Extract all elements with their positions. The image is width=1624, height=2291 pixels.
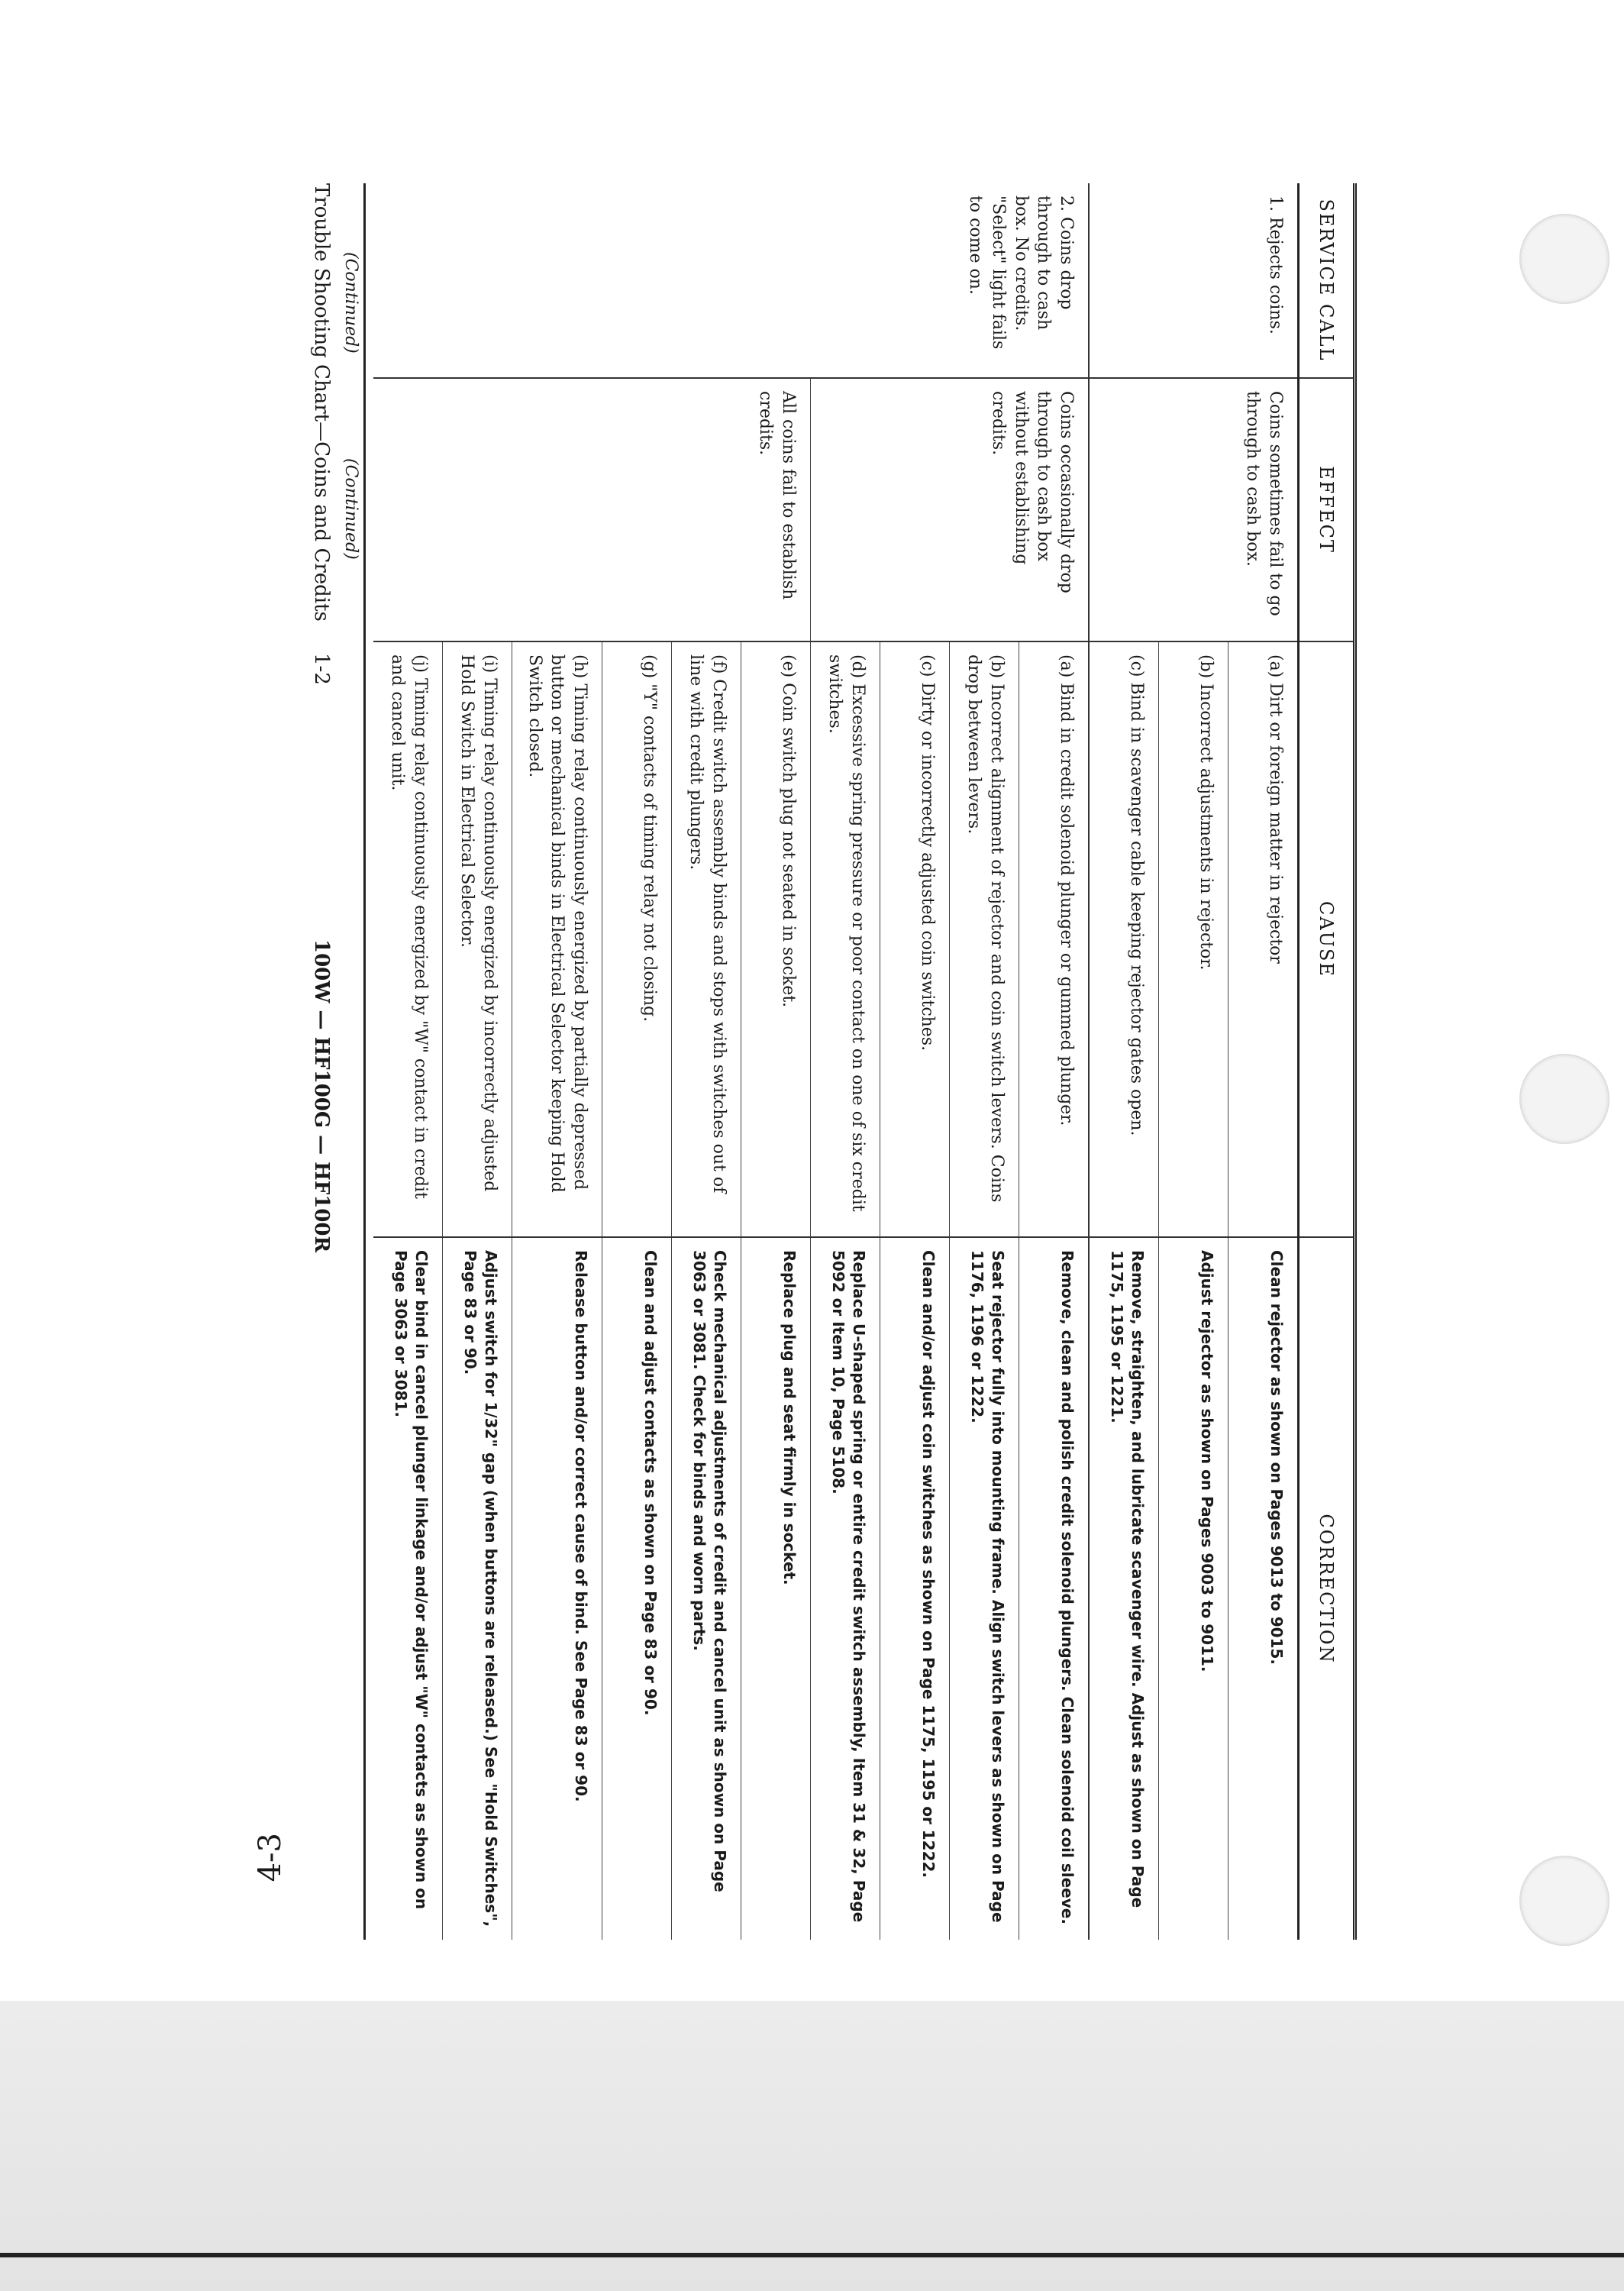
service-call-cell: 2. Coins drop through to cash box. No credits. "Select" light fails to come on. — [373, 183, 1089, 378]
cause-cell: (i) Timing relay continuously energized by incorrectly adjusted Hold Switch in Electrical Selector. — [442, 641, 512, 1237]
cause-cell: (f) Credit switch assembly binds and stops with switches out of line with credit plungers. — [672, 641, 741, 1237]
page-edge-line — [0, 2253, 1624, 2257]
correction-cell: Remove, straighten, and lubricate scavenger wire. Adjust as shown on Page 1175, 1195 or 1221. — [1089, 1237, 1159, 1940]
cause-cell: (j) Timing relay continuously energized by "W" contact in credit and cancel unit. — [373, 641, 443, 1237]
cause-cell: (a) Bind in credit solenoid plunger or gummed plunger. — [1019, 641, 1090, 1237]
cause-cell: (g) "Y" contacts of timing relay not closing. — [602, 641, 672, 1237]
cause-cell: (b) Incorrect alignment of rejector and coin switch levers. Coins drop between levers. — [950, 641, 1019, 1237]
cause-cell: (b) Incorrect adjustments in rejector. — [1159, 641, 1228, 1237]
correction-cell: Clear bind in cancel plunger linkage and/or adjust "W" contacts as shown on Page 3063 or 3081. — [391, 1250, 431, 1910]
table-row — [1019, 183, 1090, 1940]
cause-cell: (a) Dirt or foreign matter in rejector — [1228, 641, 1299, 1237]
correction-cell: Replace plug and seat firmly in socket. — [741, 1237, 811, 1940]
page-number: 4-3 — [253, 1833, 288, 1882]
effect-cell: Coins sometimes fail to go through to cash box. — [1089, 378, 1299, 641]
chart-number: 1-2 — [310, 653, 333, 685]
continued-label-left: (Continued) — [341, 252, 360, 354]
rotated-page — [173, 0, 1624, 2062]
continued-label-mid: (Continued) — [341, 458, 360, 560]
correction-cell: Clean and adjust contacts as shown on Page 83 or 90. — [602, 1237, 672, 1940]
cause-cell: (c) Bind in scavenger cable keeping rejector gates open. — [1089, 641, 1159, 1237]
header-effect: EFFECT — [1299, 378, 1355, 641]
table-row — [1228, 183, 1299, 1940]
effect-cell: All coins fail to establish credits. — [373, 378, 811, 641]
header-correction: CORRECTION — [1299, 1237, 1355, 1940]
header-service-call: SERVICE CALL — [1299, 183, 1355, 378]
chart-title: Trouble Shooting Chart—Coins and Credits — [310, 183, 333, 622]
correction-cell: Release button and/or correct cause of bind. See Page 83 or 90. — [512, 1237, 602, 1940]
cause-cell: (h) Timing relay continuously energized by partially depressed button or mechanical binds in Electrical Selector keeping Hold Switch closed. — [512, 641, 602, 1237]
service-call-cell: 1. Rejects coins. — [1089, 183, 1299, 378]
model-list: 100W — HF100G — HF100R — [310, 939, 333, 1253]
table-header — [1299, 183, 1355, 1940]
effect-cell: Coins occasionally drop through to cash box without establishing credits. — [811, 378, 1090, 641]
correction-cell: Clean rejector as shown on Pages 9013 to 9015. — [1228, 1237, 1299, 1940]
header-cause: CAUSE — [1299, 641, 1355, 1237]
trouble-shooting-table — [373, 183, 1357, 1940]
cause-cell: (e) Coin switch plug not seated in socket. — [741, 641, 811, 1237]
correction-cell: Adjust switch for 1/32" gap (when buttons are released.) See "Hold Switches", Page 83 or 90. — [442, 1237, 512, 1940]
table-row — [741, 183, 811, 1940]
correction-cell: Check mechanical adjustments of credit and cancel unit as shown on Page 3063 or 3081. Check for binds and worn parts. — [672, 1237, 741, 1940]
correction-cell: Seat rejector fully into mounting frame. Align switch levers as shown on Page 1176, 1196 or 1222. — [950, 1237, 1019, 1940]
correction-cell: Replace U-shaped spring or entire credit switch assembly, Item 31 & 32, Page 5092 or Item 10, Page 5108. — [811, 1237, 880, 1940]
correction-cell: Clean and/or adjust coin switches as shown on Page 1175, 1195 or 1222. — [880, 1237, 950, 1940]
cause-cell: (d) Excessive spring pressure or poor contact on one of six credit switches. — [811, 641, 880, 1237]
correction-cell: Remove, clean and polish credit solenoid plungers. Clean solenoid coil sleeve. — [1019, 1237, 1090, 1940]
correction-cell: Adjust rejector as shown on Pages 9003 to 9011. — [1159, 1237, 1228, 1940]
chart-footer — [302, 183, 366, 1940]
cause-cell: (c) Dirty or incorrectly adjusted coin switches. — [880, 641, 950, 1237]
